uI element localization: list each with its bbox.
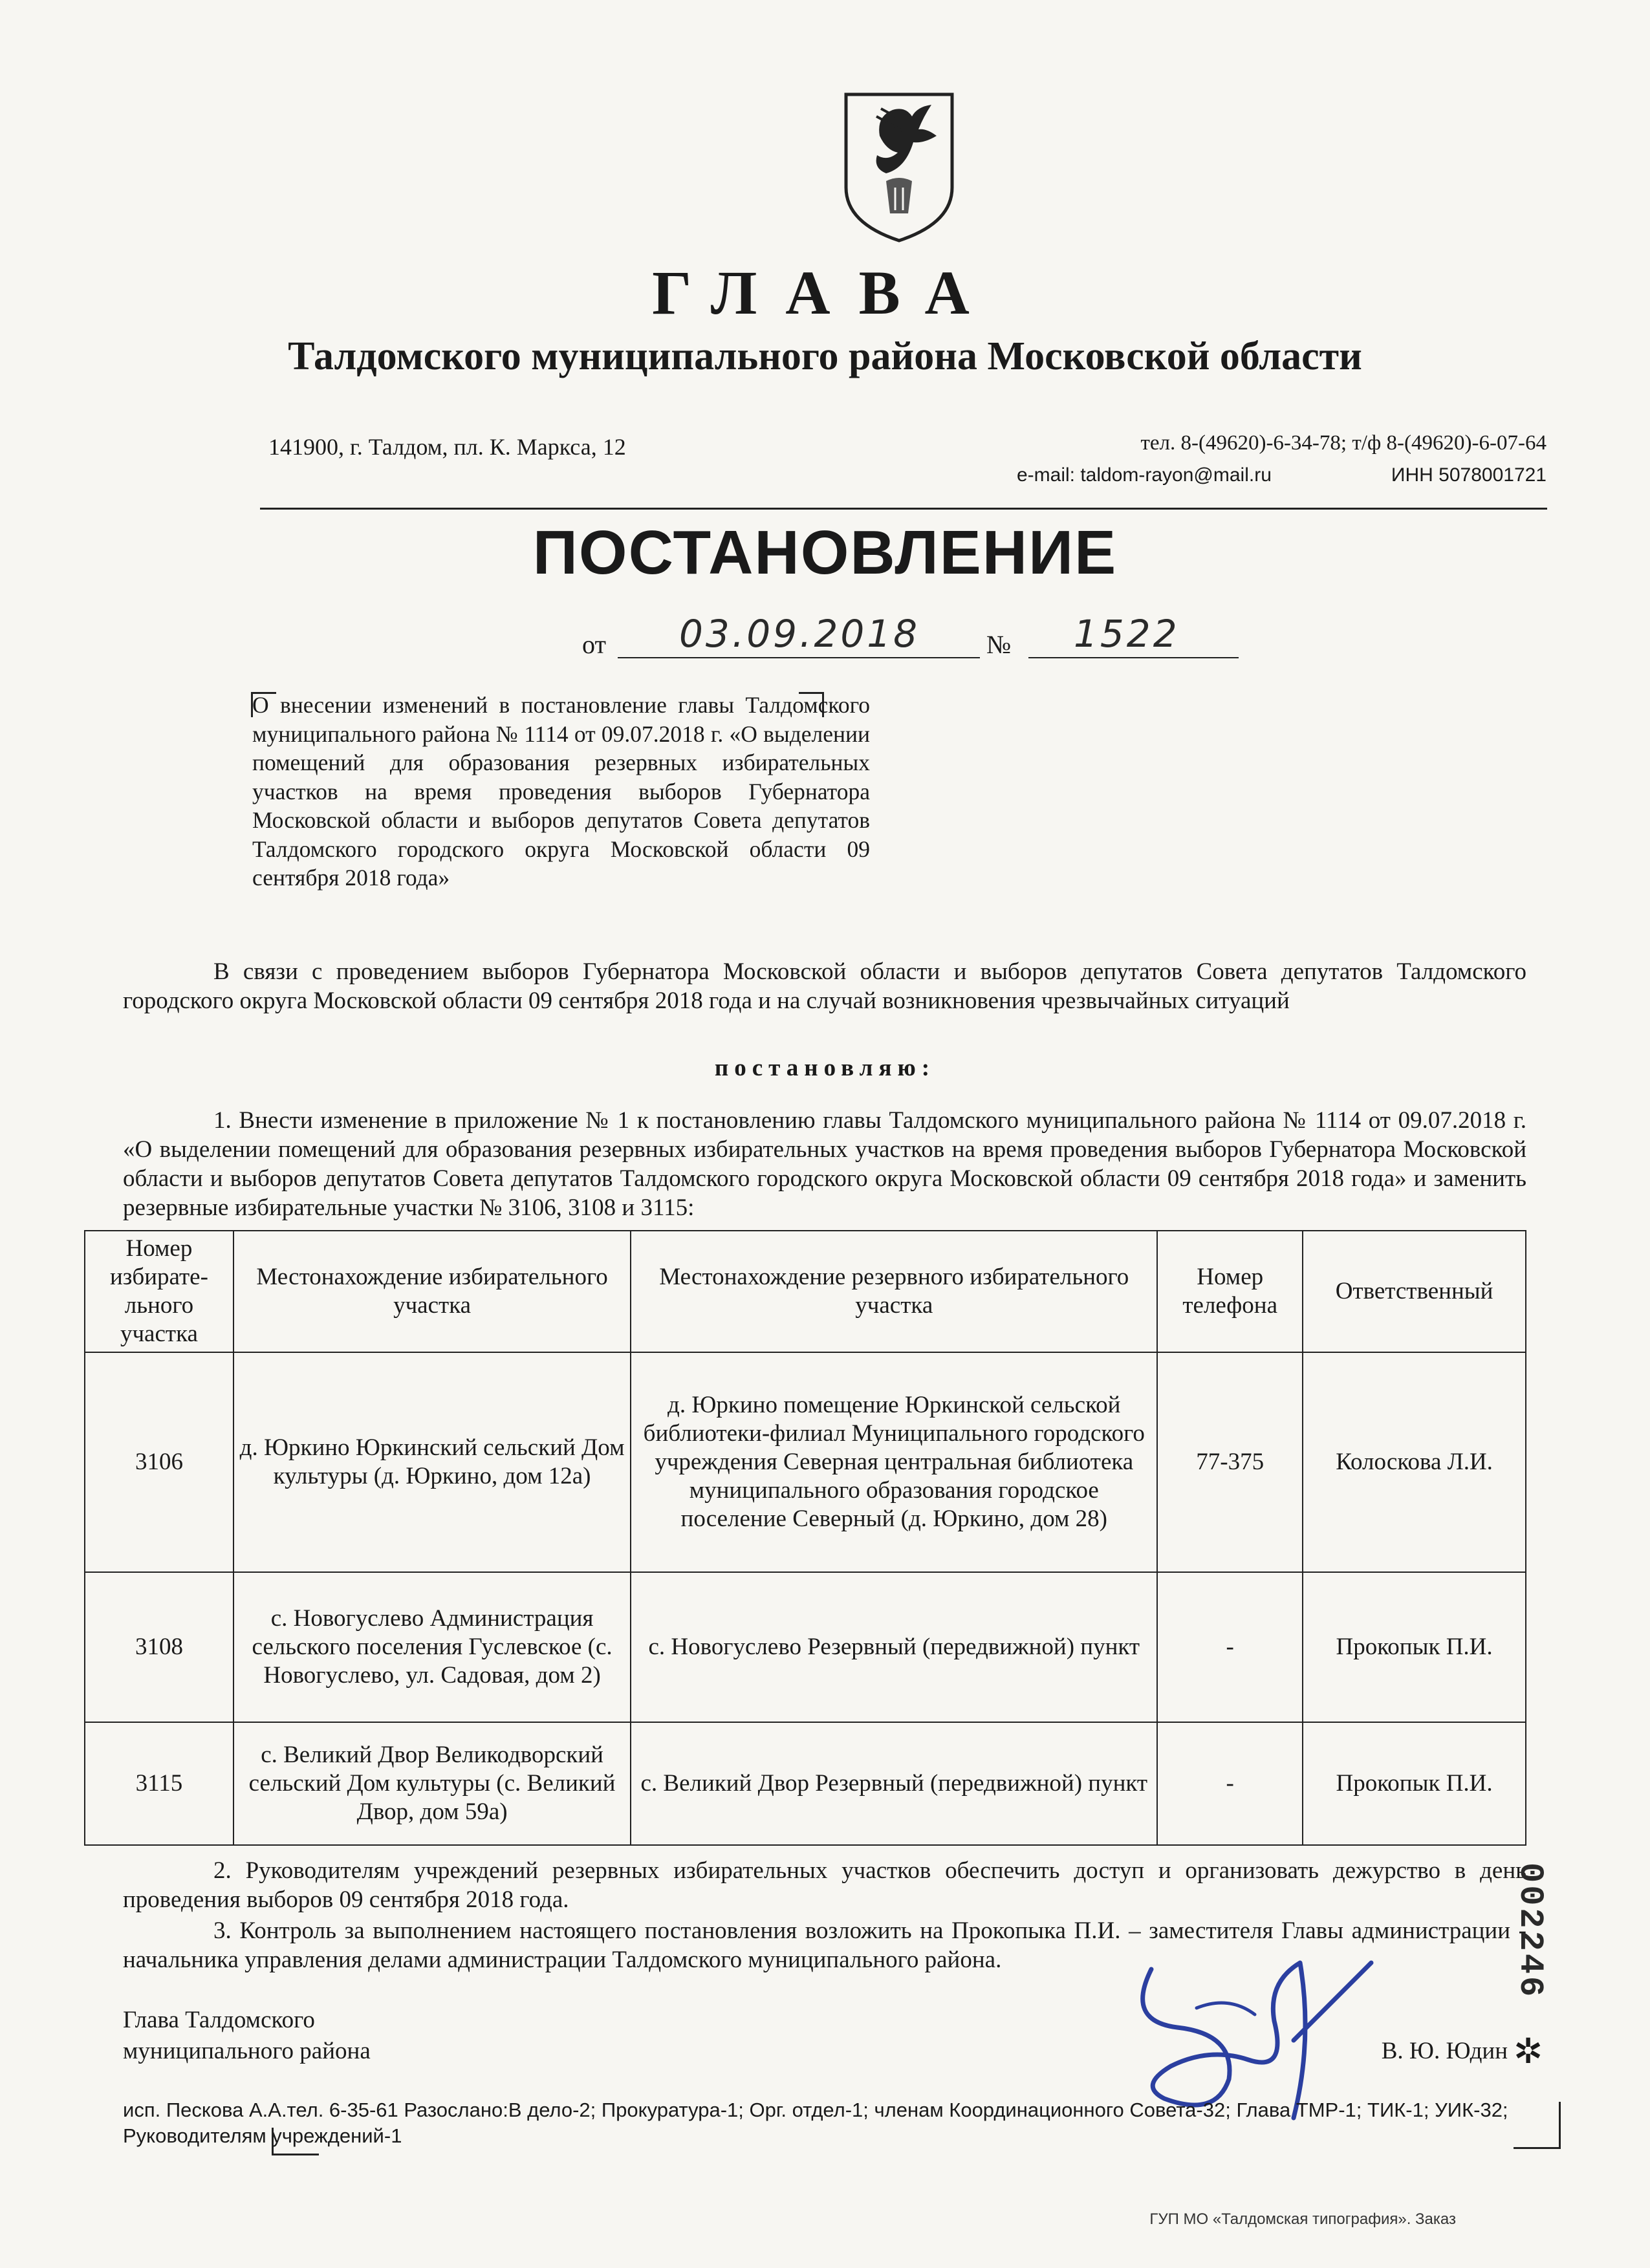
header-responsible: Ответственный xyxy=(1303,1231,1526,1352)
document-number: 1522 xyxy=(1074,612,1180,656)
cell-number: 3106 xyxy=(85,1352,233,1572)
cell-reserve: д. Юркино помещение Юркинской сельской библиотеки-филиал Муниципального городского учреждения Северная центральная библиотека муниципального образования городское поселение Северный (д. Юркино, дом 28) xyxy=(631,1352,1157,1572)
paragraph-3: 3. Контроль за выполнением настоящего постановления возложить на Прокопыка П.И. – заместителя Главы администрации - начальника управления делами администрации Талдомского муниципального района. xyxy=(123,1917,1526,1973)
signatory-name: В. Ю. Юдин xyxy=(1381,2038,1508,2064)
cell-phone: - xyxy=(1157,1572,1303,1722)
document-type: ПОСТАНОВЛЕНИЕ xyxy=(532,518,1118,587)
printer-imprint: ГУП МО «Талдомская типография». Заказ xyxy=(1149,2210,1456,2228)
preamble-paragraph: В связи с проведением выборов Губернатора Московской области и выборов депутатов Совета депутатов Талдомского городского округа Московской области 09 сентября 2018 года и на случай возникновения чрезвычайных ситуаций xyxy=(123,958,1526,1014)
document-date: 03.09.2018 xyxy=(679,612,920,656)
cell-reserve: с. Великий Двор Резервный (передвижной) пункт xyxy=(631,1722,1157,1845)
paragraph-2: 2. Руководителям учреждений резервных избирательных участков обеспечить доступ и организовать дежурство в день проведения выборов 09 сентября 2018 года. xyxy=(123,1857,1526,1913)
cell-number: 3115 xyxy=(85,1722,233,1845)
coat-of-arms-emblem xyxy=(841,91,957,246)
cell-reserve: с. Новогуслево Резервный (передвижной) пункт xyxy=(631,1572,1157,1722)
header-reserve-location: Местонахождение резервного избирательного участка xyxy=(631,1231,1157,1352)
header-phone: тел. 8-(49620)-6-34-78; т/ф 8-(49620)-6-07-64 xyxy=(1140,431,1547,455)
header-email: e-mail: taldom-rayon@mail.ru xyxy=(1017,464,1272,486)
cell-phone: 77-375 xyxy=(1157,1352,1303,1572)
header-subtitle: Талдомского муниципального района Московской области xyxy=(288,334,1362,378)
cell-location: д. Юркино Юркинский сельский Дом культуры (д. Юркино, дом 12а) xyxy=(233,1352,631,1572)
distribution-note: исп. Пескова А.А.тел. 6-35-61 Разослано:В дело-2; Прокуратура-1; Орг. отдел-1; членам Координационного Совета-32; Глава ТМР-1; ТИК-1; УИК-32; Руководителям учреждений-1 xyxy=(123,2099,1508,2147)
table-row xyxy=(85,1352,1526,1572)
date-number-line xyxy=(582,614,1242,666)
header-phone: Номер телефона xyxy=(1157,1231,1303,1352)
stamp-serial-number xyxy=(1507,1850,1559,2011)
date-underline xyxy=(618,657,980,658)
corner-mark-left xyxy=(272,2128,319,2155)
decree-word: постановляю: xyxy=(714,1055,936,1081)
table-row xyxy=(85,1572,1526,1722)
signatory-role-line-1: Глава Талдомского xyxy=(123,2007,315,2033)
date-label: от xyxy=(582,630,606,659)
table-row xyxy=(85,1722,1526,1845)
corner-mark-right xyxy=(1514,2102,1561,2149)
cell-responsible: Колоскова Л.И. xyxy=(1303,1352,1526,1572)
signatory-role xyxy=(123,2005,371,2067)
cell-location: с. Великий Двор Великодворский сельский Дом культуры (с. Великий Двор, дом 59а) xyxy=(233,1722,631,1845)
number-underline xyxy=(1028,657,1239,658)
signatory-role-line-2: муниципального района xyxy=(123,2038,371,2064)
header-divider xyxy=(260,508,1547,510)
asterisk-mark: ✲ xyxy=(1514,2031,1543,2071)
cell-number: 3108 xyxy=(85,1572,233,1722)
header-location: Местонахождение избирательного участка xyxy=(233,1231,631,1352)
header-title: ГЛАВА xyxy=(652,258,998,327)
header-address: 141900, г. Талдом, пл. К. Маркса, 12 xyxy=(268,434,626,460)
header-inn: ИНН 5078001721 xyxy=(1391,464,1547,486)
cell-location: с. Новогуслево Администрация сельского поселения Гуслевское (с. Новогуслево, ул. Садовая, дом 2) xyxy=(233,1572,631,1722)
paragraph-1: 1. Внести изменение в приложение № 1 к постановлению главы Талдомского муниципального района № 1114 от 09.07.2018 г. «О выделении помещений для образования резервных избирательных участков на время проведения выборов Губернатора Московской области и выборов депутатов Совета депутатов Талдомского городского округа Московской области 09 сентября 2018 года» и заменить резервные избирательные участки № 3106, 3108 и 3115: xyxy=(123,1107,1526,1221)
polling-stations-table xyxy=(84,1230,1526,1846)
stamp-serial-text: 002246 xyxy=(1511,1863,1549,2000)
header-number: Номер избирате-льного участка xyxy=(85,1231,233,1352)
cell-phone: - xyxy=(1157,1722,1303,1845)
document-subject: О внесении изменений в постановление главы Талдомского муниципального района № 1114 от 09.07.2018 г. «О выделении помещений для образования резервных избирательных участков на время проведения выборов Губернатора Московской области и выборов депутатов Совета депутатов Талдомского городского округа Московской области 09 сентября 2018 года» xyxy=(252,692,870,891)
number-label: № xyxy=(986,630,1012,659)
cell-responsible: Прокопык П.И. xyxy=(1303,1572,1526,1722)
table-header-row xyxy=(85,1231,1526,1352)
cell-responsible: Прокопык П.И. xyxy=(1303,1722,1526,1845)
